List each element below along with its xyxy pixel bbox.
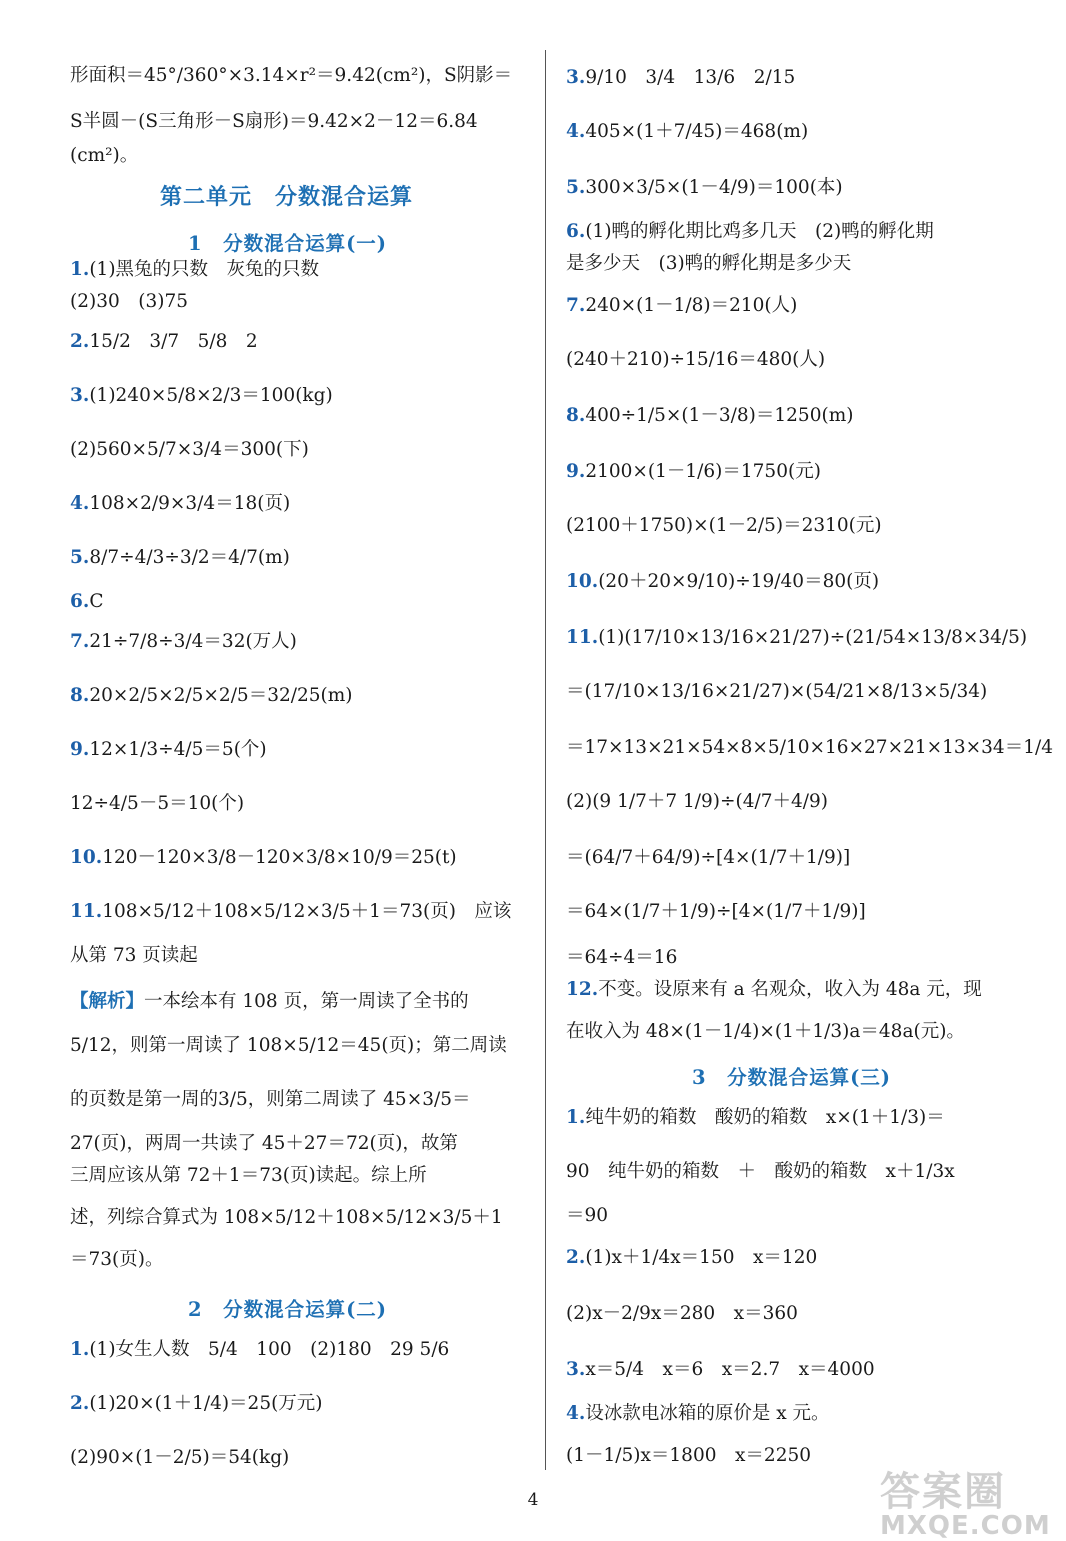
answer-line: 12.不变。设原来有 a 名观众，收入为 48a 元，现 xyxy=(566,979,982,1000)
answer-line: 8.400÷1/5×(1－3/8)＝1250(m) xyxy=(566,405,854,426)
question-number: 4. xyxy=(566,121,586,142)
answer-line: 90 纯牛奶的箱数 ＋ 酸奶的箱数 x＋1/3x xyxy=(566,1161,955,1182)
answer-line: 5.8/7÷4/3÷3/2＝4/7(m) xyxy=(70,547,290,568)
question-number: 9. xyxy=(566,461,586,482)
answer-line: ＝17×13×21×54×8×5/10×16×27×21×13×34＝1/4 xyxy=(566,737,1053,758)
answer-line: ＝64×(1/7＋1/9)÷[4×(1/7＋1/9)] xyxy=(566,901,866,922)
watermark-logo xyxy=(880,1460,1051,1541)
question-number: 12. xyxy=(566,979,599,1000)
section-title: 3 分数混合运算(三) xyxy=(692,1066,892,1089)
answer-line: 11.(1)(17/10×13/16×21/27)÷(21/54×13/8×34/5) xyxy=(566,627,1028,648)
question-number: 8. xyxy=(70,685,90,706)
section-title: 2 分数混合运算(二) xyxy=(188,1298,388,1321)
answer-line: 10.(20＋20×9/10)÷19/40＝80(页) xyxy=(566,571,880,592)
question-number: 1. xyxy=(70,1339,90,1360)
answer-line: 4.设冰款电冰箱的原价是 x 元。 xyxy=(566,1403,830,1424)
answer-line: 在收入为 48×(1－1/4)×(1＋1/3)a＝48a(元)。 xyxy=(566,1021,965,1042)
answer-line: 三周应该从第 72＋1＝73(页)读起。综上所 xyxy=(70,1165,427,1186)
question-number: 11. xyxy=(566,627,599,648)
answer-line: 9.2100×(1－1/6)＝1750(元) xyxy=(566,461,821,482)
question-number: 2. xyxy=(70,1393,90,1414)
answer-line: ＝73(页)。 xyxy=(70,1249,164,1270)
answer-line: (2)560×5/7×3/4＝300(下) xyxy=(70,439,309,460)
answer-line: (2100＋1750)×(1－2/5)＝2310(元) xyxy=(566,515,882,536)
answer-line: 1.纯牛奶的箱数 酸奶的箱数 x×(1＋1/3)＝ xyxy=(566,1107,945,1128)
answer-line: 形面积＝45°/360°×3.14×r²＝9.42(cm²)，S阴影＝ xyxy=(70,65,513,86)
question-number: 7. xyxy=(566,295,586,316)
question-number: 6. xyxy=(566,221,586,242)
answer-line: 2.(1)x＋1/4x＝150 x＝120 xyxy=(566,1247,818,1268)
answer-line: 3.9/10 3/4 13/6 2/15 xyxy=(566,67,796,88)
question-number: 3. xyxy=(70,385,90,406)
answer-line: 5/12，则第一周读了 108×5/12＝45(页)；第二周读 xyxy=(70,1035,507,1056)
answer-line: (1－1/5)x＝1800 x＝2250 xyxy=(566,1445,812,1466)
question-number: 2. xyxy=(566,1247,586,1268)
answer-line: 5.300×3/5×(1－4/9)＝100(本) xyxy=(566,177,843,198)
answer-line: ＝(64/7＋64/9)÷[4×(1/7＋1/9)] xyxy=(566,847,851,868)
answer-line: (240＋210)÷15/16＝480(人) xyxy=(566,349,826,370)
answer-line: 7.21÷7/8÷3/4＝32(万人) xyxy=(70,631,297,652)
question-number: 10. xyxy=(566,571,599,592)
question-number: 1. xyxy=(566,1107,586,1128)
question-number: 5. xyxy=(566,177,586,198)
answer-line: ＝(17/10×13/16×21/27)×(54/21×8/13×5/34) xyxy=(566,681,988,702)
page-number: 4 xyxy=(527,1490,539,1510)
watermark-text: 答案圈 xyxy=(880,1469,1006,1515)
answer-line: 12÷4/5－5＝10(个) xyxy=(70,793,245,814)
question-number: 5. xyxy=(70,547,90,568)
answer-line: S半圆－(S三角形－S扇形)＝9.42×2－12＝6.84 xyxy=(70,111,478,132)
analysis-label: 【解析】 xyxy=(70,991,145,1012)
answer-line: 述，列综合算式为 108×5/12＋108×5/12×3/5＋1 xyxy=(70,1207,503,1228)
answer-line: 2.15/2 3/7 5/8 2 xyxy=(70,331,258,352)
section-title: 1 分数混合运算(一) xyxy=(188,232,388,255)
answer-line: (2)(9 1/7＋7 1/9)÷(4/7＋4/9) xyxy=(566,791,828,812)
question-number: 10. xyxy=(70,847,103,868)
question-number: 8. xyxy=(566,405,586,426)
column-divider xyxy=(545,50,546,1470)
answer-line: 10.120－120×3/8－120×3/8×10/9＝25(t) xyxy=(70,847,457,868)
answer-line: 9.12×1/3÷4/5＝5(个) xyxy=(70,739,267,760)
answer-line: 从第 73 页读起 xyxy=(70,945,198,966)
answer-line: (cm²)。 xyxy=(70,145,139,166)
unit-title: 第二单元 分数混合运算 xyxy=(160,184,414,210)
answer-line: ＝90 xyxy=(566,1205,609,1226)
answer-line: 2.(1)20×(1＋1/4)＝25(万元) xyxy=(70,1393,323,1414)
question-number: 3. xyxy=(566,1359,586,1380)
answer-line: 6.(1)鸭的孵化期比鸡多几天 (2)鸭的孵化期 xyxy=(566,221,934,242)
question-number: 1. xyxy=(70,259,90,280)
answer-line: 是多少天 (3)鸭的孵化期是多少天 xyxy=(566,253,852,274)
question-number: 2. xyxy=(70,331,90,352)
answer-line: 6.C xyxy=(70,591,104,612)
answer-line: 3.x＝5/4 x＝6 x＝2.7 x＝4000 xyxy=(566,1359,875,1380)
answer-line: (2)30 (3)75 xyxy=(70,291,188,312)
answer-line: (2)x－2/9x＝280 x＝360 xyxy=(566,1303,798,1324)
answer-line: 1.(1)黑兔的只数 灰兔的只数 xyxy=(70,259,320,280)
question-number: 9. xyxy=(70,739,90,760)
answer-line: 27(页)，两周一共读了 45＋27＝72(页)，故第 xyxy=(70,1133,458,1154)
question-number: 6. xyxy=(70,591,90,612)
answer-line: 1.(1)女生人数 5/4 100 (2)180 29 5/6 xyxy=(70,1339,450,1360)
answer-line: 4.108×2/9×3/4＝18(页) xyxy=(70,493,291,514)
question-number: 7. xyxy=(70,631,90,652)
answer-line: ＝64÷4＝16 xyxy=(566,947,678,968)
question-number: 4. xyxy=(70,493,90,514)
question-number: 3. xyxy=(566,67,586,88)
answer-line: (2)90×(1－2/5)＝54(kg) xyxy=(70,1447,290,1468)
answer-line: 3.(1)240×5/8×2/3＝100(kg) xyxy=(70,385,333,406)
answer-line: 【解析】一本绘本有 108 页，第一周读了全书的 xyxy=(70,991,469,1012)
answer-line: 7.240×(1－1/8)＝210(人) xyxy=(566,295,798,316)
answer-line: 8.20×2/5×2/5×2/5＝32/25(m) xyxy=(70,685,353,706)
answer-line: 4.405×(1＋7/45)＝468(m) xyxy=(566,121,809,142)
answer-line: 11.108×5/12＋108×5/12×3/5＋1＝73(页) 应该 xyxy=(70,901,512,922)
watermark-url: MXQE.COM xyxy=(880,1511,1051,1541)
answer-line: 的页数是第一周的3/5，则第二周读了 45×3/5＝ xyxy=(70,1089,471,1110)
question-number: 11. xyxy=(70,901,103,922)
question-number: 4. xyxy=(566,1403,586,1424)
